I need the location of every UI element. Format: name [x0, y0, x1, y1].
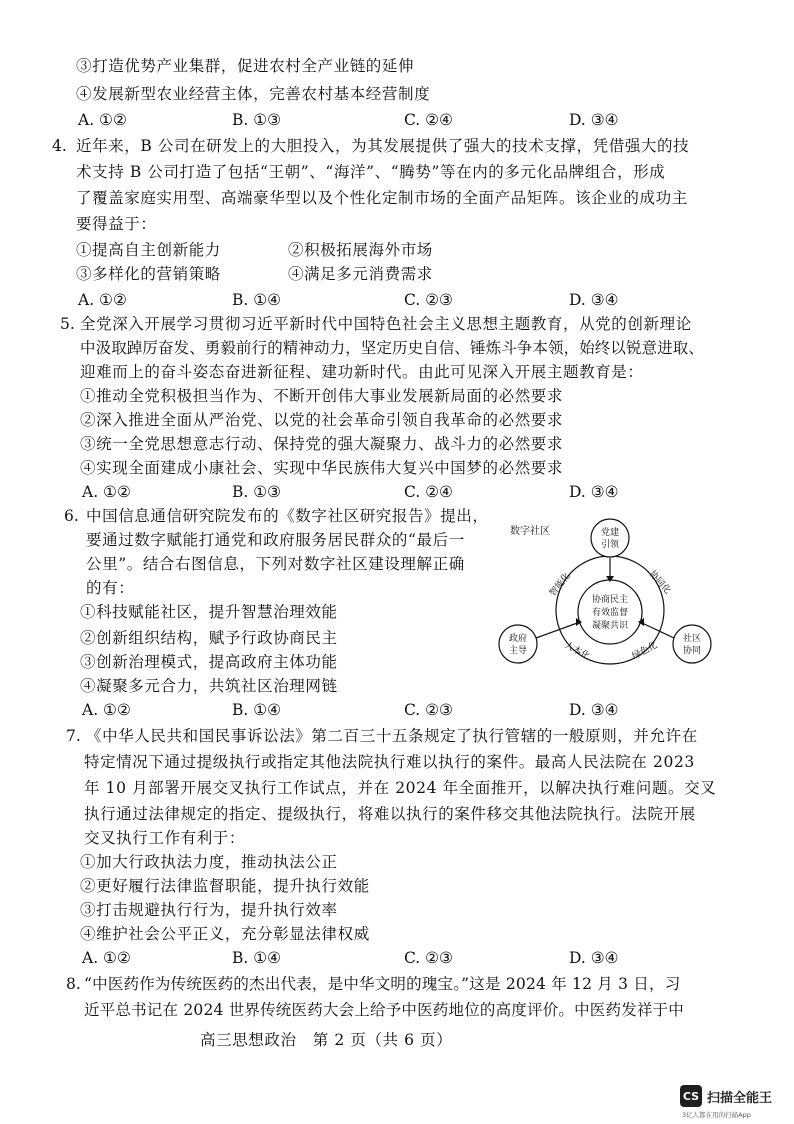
q3-option-c: C. ②④ — [404, 111, 453, 129]
node-top-line2: 引领 — [600, 540, 620, 550]
q3-item-4: ④发展新型农业经营主体，完善农村基本经营制度 — [76, 85, 431, 103]
q3-option-a: A. ①② — [78, 111, 127, 129]
q4-item-2: ②积极拓展海外市场 — [288, 241, 433, 259]
q6-item-2: ②创新组织结构，赋予行政协商民主 — [80, 629, 338, 647]
q7-number: 7. — [66, 727, 81, 745]
q6-option-a: A. ①② — [82, 701, 131, 719]
center-line3: 凝聚共识 — [591, 621, 629, 631]
q5-option-d: D. ③④ — [569, 483, 619, 501]
q4-option-a: A. ①② — [78, 291, 127, 309]
q3-option-b: B. ①③ — [232, 111, 282, 129]
q4-stem-line: 术支持 B 公司打造了包括“王朝”、“海洋”、“腾势”等在内的多元化品牌组合，形成 — [76, 163, 666, 181]
q7-item-1: ①加大行政执法力度，推动执法公正 — [80, 853, 338, 871]
digital-community-diagram — [496, 514, 726, 676]
q7-item-4: ④维护社会公平正义，充分彰显法律权威 — [80, 925, 370, 943]
q5-option-b: B. ①③ — [232, 483, 282, 501]
q6-item-4: ④凝聚多元合力，共筑社区治理网链 — [80, 677, 338, 695]
q5-stem-line: 迎难而上的奋斗姿态奋进新征程、建功新时代。由此可见深入开展主题教育是： — [80, 363, 644, 381]
q5-stem-line: 中汲取踔厉奋发、勇毅前行的精神动力，坚定历史自信、锤炼斗争本领，始终以锐意进取、 — [80, 339, 705, 357]
q8-stem-line: “中医药作为传统医药的杰出代表，是中华文明的瑰宝。”这是 2024 年 12 月 3 日，习 — [84, 975, 681, 993]
q4-option-c: C. ②③ — [404, 291, 453, 309]
q4-option-b: B. ①④ — [232, 291, 282, 309]
diagram-title: 数字社区 — [510, 526, 550, 537]
edge-label-left: 智能化 — [548, 571, 573, 599]
q7-stem-line: 交叉执行工作有利于： — [84, 829, 246, 847]
q4-stem-line: 要得益于： — [76, 215, 157, 233]
q7-option-d: D. ③④ — [569, 949, 619, 967]
node-left-line2: 主导 — [508, 646, 528, 656]
diagram-node-top — [591, 519, 629, 557]
q5-option-a: A. ①② — [82, 483, 131, 501]
node-right-line1: 社区 — [682, 634, 702, 644]
q6-number: 6. — [64, 507, 79, 525]
q6-stem-line: 要通过数字赋能打通党和政府服务居民群众的“最后一 — [86, 531, 465, 549]
q5-number: 5. — [60, 315, 75, 333]
q7-stem-line: 年 10 月部署开展交叉执行工作试点，并在 2024 年全面推开，以解决执行难问题。交叉 — [84, 779, 717, 797]
edge-label-right: 协同化 — [646, 569, 673, 597]
q4-stem-line: 近年来，B 公司在研发上的大胆投入，为其发展提供了强大的技术支撑，凭借强大的技 — [76, 137, 690, 155]
q4-stem-line: 了覆盖家庭实用型、高端豪华型以及个性化定制市场的全面产品矩阵。该企业的成功主 — [76, 189, 688, 207]
q5-item-3: ③统一全党思想意志行动、保持党的强大凝聚力、战斗力的必然要求 — [80, 435, 564, 453]
q6-item-3: ③创新治理模式，提高政府主体功能 — [80, 653, 338, 671]
q7-item-3: ③打击规避执行行为，提升执行效率 — [80, 901, 338, 919]
node-left-line1: 政府 — [508, 634, 528, 644]
center-line1: 协商民主 — [591, 595, 629, 605]
q4-item-1: ①提高自主创新能力 — [76, 241, 221, 259]
edge-label-bottom-right: 绿色化 — [630, 640, 660, 662]
page-footer: 高三思想政治 第 2 页（共 6 页） — [200, 1031, 453, 1049]
q4-item-4: ④满足多元消费需求 — [288, 265, 433, 283]
q7-item-2: ②更好履行法律监督职能，提升执行效能 — [80, 877, 370, 895]
node-right-line2: 协同 — [682, 646, 702, 656]
q7-stem-line: 特定情况下通过提级执行或指定其他法院执行难以执行的案件。最高人民法院在 2023 — [84, 753, 695, 771]
q6-option-d: D. ③④ — [569, 701, 619, 719]
q5-stem-line: 全党深入开展学习贯彻习近平新时代中国特色社会主义思想主题教育，从党的创新理论 — [80, 315, 692, 333]
diagram-node-left — [499, 625, 537, 663]
q4-number: 4. — [52, 137, 67, 155]
q8-stem-line: 近平总书记在 2024 世界传统医药大会上给予中医药地位的高度评价。中医药发祥于中 — [84, 1001, 685, 1019]
q3-item-3: ③打造优势产业集群，促进农村全产业链的延伸 — [76, 57, 415, 75]
q7-option-c: C. ②③ — [404, 949, 453, 967]
edge-label-bottom-left: 人本化 — [562, 640, 592, 662]
scanner-app-name: 扫描全能王 — [707, 1091, 773, 1106]
q5-item-2: ②深入推进全面从严治党、以党的社会革命引领自我革命的必然要求 — [80, 411, 564, 429]
q7-option-a: A. ①② — [82, 949, 131, 967]
scanner-watermark — [680, 1085, 790, 1119]
node-top-line1: 党建 — [600, 528, 620, 538]
q6-item-1: ①科技赋能社区，提升智慧治理效能 — [80, 603, 338, 621]
q3-option-d: D. ③④ — [569, 111, 619, 129]
q5-option-c: C. ②④ — [404, 483, 453, 501]
scanner-logo-icon: CS — [680, 1085, 702, 1107]
q6-option-c: C. ②③ — [404, 701, 453, 719]
q5-item-4: ④实现全面建成小康社会、实现中华民族伟大复兴中国梦的必然要求 — [80, 459, 564, 477]
q8-number: 8. — [66, 975, 81, 993]
scanner-tagline: 3亿人都在用的扫描App — [682, 1111, 751, 1119]
q7-option-b: B. ①④ — [232, 949, 282, 967]
q7-stem-line: 执行通过法律规定的指定、提级执行，将难以执行的案件移交其他法院执行。法院开展 — [84, 805, 696, 823]
q6-stem-line: 中国信息通信研究院发布的《数字社区研究报告》提出， — [86, 507, 489, 525]
q4-option-d: D. ③④ — [569, 291, 619, 309]
q4-item-3: ③多样化的营销策略 — [76, 265, 221, 283]
q6-stem-line: 公里”。结合右图信息，下列对数字社区建设理解正确 — [86, 555, 465, 573]
q6-option-b: B. ①④ — [232, 701, 282, 719]
center-line2: 有效监督 — [591, 608, 629, 618]
diagram-node-right — [673, 625, 711, 663]
q5-item-1: ①推动全党积极担当作为、不断开创伟大事业发展新局面的必然要求 — [80, 387, 564, 405]
q7-stem-line: 《中华人民共和国民事诉讼法》第二百三十五条规定了执行管辖的一般原则，并允许在 — [86, 727, 698, 745]
q6-stem-line: 的有： — [86, 579, 135, 597]
